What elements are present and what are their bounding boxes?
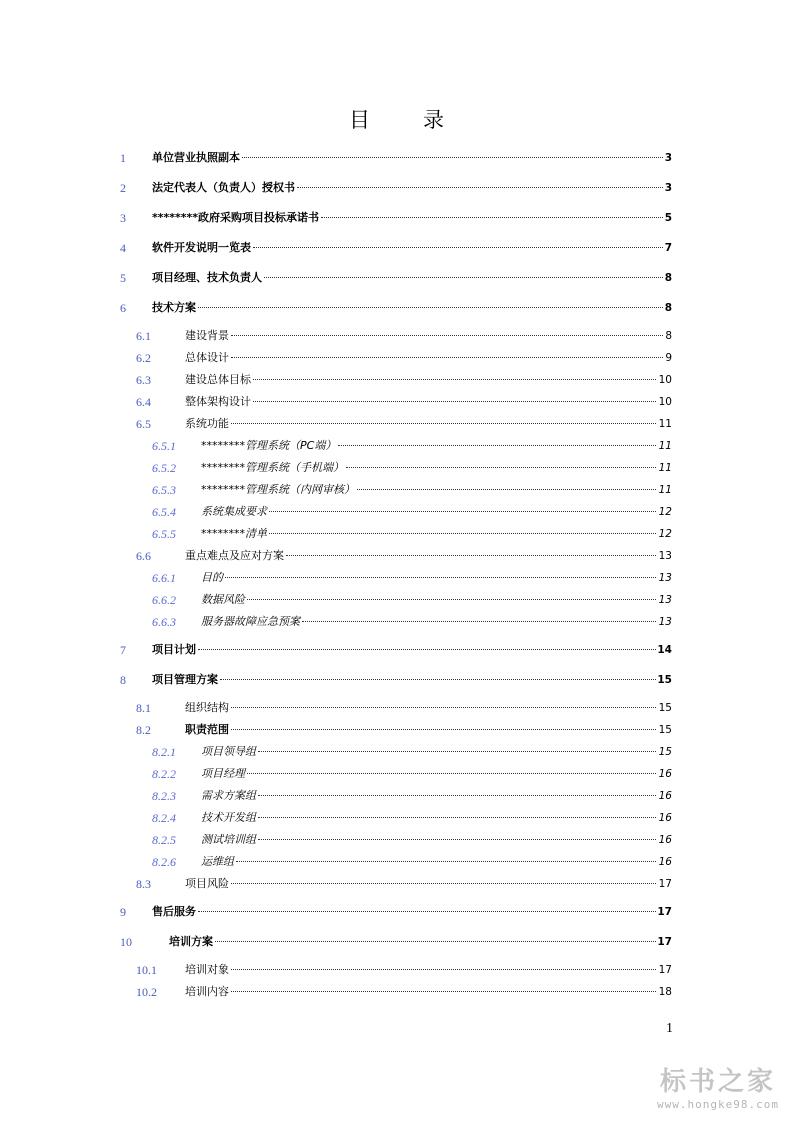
toc-entry-page: 11: [658, 484, 672, 496]
toc-entry-title: 重点难点及应对方案: [185, 549, 284, 562]
toc-entry-title: 建设总体目标: [185, 373, 251, 386]
toc-entry-title: ********清单: [201, 527, 267, 540]
toc-entry-page: 15: [658, 702, 672, 714]
toc-leader-dots: [258, 751, 656, 752]
toc-leader-dots: [231, 423, 656, 424]
toc-entry-title: 项目经理、技术负责人: [152, 271, 262, 284]
toc-entry-page: 13: [658, 616, 672, 628]
toc-entry-number: 6.5.3: [152, 483, 176, 497]
toc-entry-page: 13: [658, 550, 672, 562]
toc-entry-line: [185, 876, 658, 892]
toc-leader-dots: [225, 577, 656, 578]
toc-entry-number: 4: [120, 241, 126, 255]
toc-entry[interactable]: [0, 810, 793, 826]
toc-entry-line: [185, 328, 665, 344]
toc-leader-dots: [247, 599, 656, 600]
toc-entry-number: 6.3: [136, 373, 151, 387]
toc-leader-dots: [231, 991, 656, 992]
toc-entry-page: 8: [665, 330, 672, 342]
toc-entry-page: 17: [658, 878, 672, 890]
toc-leader-dots: [231, 357, 663, 358]
toc-entry-page: 17: [657, 906, 672, 918]
toc-entry-number: 8.3: [136, 877, 151, 891]
toc-entry-number: 7: [120, 643, 126, 657]
toc-entry-line: [185, 700, 658, 716]
watermark-brand: 标书之家: [660, 1067, 777, 1097]
toc-entry-line: [152, 904, 658, 920]
page-number: 1: [666, 1021, 673, 1036]
toc-entry[interactable]: [0, 548, 793, 564]
toc-entry[interactable]: [0, 150, 793, 166]
toc-entry-title: 培训方案: [169, 935, 213, 948]
toc-entry[interactable]: [0, 504, 793, 520]
toc-leader-dots: [242, 157, 663, 158]
toc-leader-dots: [258, 795, 656, 796]
toc-leader-dots: [321, 217, 663, 218]
toc-entry[interactable]: [0, 722, 793, 738]
toc-entry-page: 17: [657, 936, 672, 948]
toc-entry[interactable]: [0, 876, 793, 892]
toc-entry-line: [201, 810, 658, 826]
toc-entry-title: 目的: [201, 571, 223, 584]
toc-entry-title: 数据风险: [201, 593, 245, 606]
toc-entry[interactable]: [0, 614, 793, 630]
toc-entry-number: 8.2: [136, 723, 151, 737]
toc-entry-page: 5: [664, 212, 672, 224]
toc-entry-page: 8: [664, 272, 672, 284]
toc-entry-title: 系统集成要求: [201, 505, 267, 518]
toc-leader-dots: [231, 883, 656, 884]
toc-entry-page: 15: [658, 724, 672, 736]
toc-entry[interactable]: [0, 394, 793, 410]
toc-entry-number: 10.1: [136, 963, 157, 977]
toc-entry-title: 运维组: [201, 855, 234, 868]
toc-entry-line: [201, 744, 658, 760]
toc-entry-number: 8.2.1: [152, 745, 176, 759]
toc-entry-page: 10: [658, 374, 672, 386]
toc-entry-number: 6.5: [136, 417, 151, 431]
toc-entry-page: 15: [657, 674, 672, 686]
toc-entry-page: 18: [658, 986, 672, 998]
toc-entry-page: 16: [658, 790, 672, 802]
toc-leader-dots: [346, 467, 656, 468]
toc-entry-page: 13: [658, 594, 672, 606]
toc-leader-dots: [198, 649, 656, 650]
toc-entry-number: 2: [120, 181, 126, 195]
toc-entry-line: [152, 642, 658, 658]
toc-leader-dots: [247, 773, 656, 774]
toc-entry-line: [201, 854, 658, 870]
toc-entry-page: 3: [664, 152, 672, 164]
toc-entry-line: [201, 788, 658, 804]
toc-entry-title: 需求方案组: [201, 789, 256, 802]
toc-entry[interactable]: [0, 592, 793, 608]
toc-entry-number: 6.5.2: [152, 461, 176, 475]
toc-entry-title: 项目领导组: [201, 745, 256, 758]
toc-entry[interactable]: [0, 240, 793, 256]
toc-entry-title: 项目经理: [201, 767, 245, 780]
toc-entry-line: [152, 270, 665, 286]
toc-entry-line: [201, 766, 658, 782]
toc-entry[interactable]: [0, 270, 793, 286]
toc-leader-dots: [198, 307, 663, 308]
toc-entry-line: [185, 394, 658, 410]
toc-entry-title: 项目管理方案: [152, 673, 218, 686]
toc-entry-page: 11: [658, 462, 672, 474]
toc-entry[interactable]: [0, 744, 793, 760]
toc-entry-line: [152, 180, 665, 196]
toc-entry-title: 软件开发说明一览表: [152, 241, 251, 254]
toc-entry-page: 8: [664, 302, 672, 314]
toc-entry-title: ********管理系统（手机端）: [201, 461, 344, 474]
toc-entry-line: [201, 570, 658, 586]
toc-entry-line: [185, 984, 658, 1000]
toc-entry-line: [185, 962, 658, 978]
toc-entry-line: [152, 210, 665, 226]
toc-entry-line: [185, 548, 658, 564]
toc-entry-number: 6.5.1: [152, 439, 176, 453]
toc-entry-line: [152, 150, 665, 166]
toc-entry[interactable]: [0, 788, 793, 804]
toc-entry-page: 12: [658, 506, 672, 518]
toc-leader-dots: [258, 817, 656, 818]
toc-entry-number: 8.2.6: [152, 855, 176, 869]
toc-leader-dots: [258, 839, 656, 840]
toc-leader-dots: [253, 401, 656, 402]
toc-entry-number: 6.6.1: [152, 571, 176, 585]
toc-entry-title: 培训内容: [185, 985, 229, 998]
toc-entry-number: 8.2.2: [152, 767, 176, 781]
toc-entry-page: 7: [664, 242, 672, 254]
toc-entry-page: 10: [658, 396, 672, 408]
toc-entry-page: 17: [658, 964, 672, 976]
toc-entry-line: [201, 482, 658, 498]
toc-leader-dots: [302, 621, 656, 622]
toc-entry-line: [152, 672, 658, 688]
toc-entry-line: [201, 592, 658, 608]
toc-entry-title: 整体架构设计: [185, 395, 251, 408]
toc-entry-page: 13: [658, 572, 672, 584]
toc-leader-dots: [231, 335, 663, 336]
toc-entry[interactable]: [0, 482, 793, 498]
toc-entry-number: 6.2: [136, 351, 151, 365]
toc-entry-title: 测试培训组: [201, 833, 256, 846]
page-title: 目 录: [349, 108, 460, 132]
toc-entry-page: 16: [658, 834, 672, 846]
toc-entry-title: 单位营业执照副本: [152, 151, 240, 164]
toc-entry-number: 8: [120, 673, 126, 687]
toc-leader-dots: [220, 679, 656, 680]
toc-entry-number: 6.5.4: [152, 505, 176, 519]
toc-entry-page: 15: [658, 746, 672, 758]
toc-entry[interactable]: [0, 984, 793, 1000]
toc-entry-line: [152, 300, 665, 316]
watermark-url: www.hongke98.com: [657, 1098, 779, 1111]
toc-entry-line: [201, 526, 658, 542]
toc-entry[interactable]: [0, 180, 793, 196]
toc-leader-dots: [231, 729, 656, 730]
toc-entry[interactable]: [0, 672, 793, 688]
toc-entry[interactable]: [0, 854, 793, 870]
toc-entry-number: 3: [120, 211, 126, 225]
toc-entry-title: 总体设计: [185, 351, 229, 364]
toc-entry-page: 11: [658, 418, 672, 430]
toc-entry[interactable]: [0, 416, 793, 432]
toc-entry-title: 技术开发组: [201, 811, 256, 824]
toc-leader-dots: [297, 187, 663, 188]
toc-leader-dots: [357, 489, 656, 490]
toc-entry-number: 8.2.3: [152, 789, 176, 803]
toc-leader-dots: [269, 511, 656, 512]
toc-entry-title: 项目计划: [152, 643, 196, 656]
toc-entry[interactable]: [0, 700, 793, 716]
toc-leader-dots: [215, 941, 656, 942]
toc-entry-page: 12: [658, 528, 672, 540]
toc-entry[interactable]: [0, 526, 793, 542]
toc-entry-title: 项目风险: [185, 877, 229, 890]
toc-entry[interactable]: [0, 300, 793, 316]
toc-entry-number: 9: [120, 905, 126, 919]
toc-entry-number: 6.4: [136, 395, 151, 409]
toc-entry-line: [185, 722, 658, 738]
toc-entry-title: 技术方案: [152, 301, 196, 314]
toc-entry-line: [201, 460, 658, 476]
toc-leader-dots: [338, 445, 656, 446]
toc-entry-line: [201, 832, 658, 848]
toc-entry[interactable]: [0, 328, 793, 344]
toc-entry-title: 建设背景: [185, 329, 229, 342]
toc-entry[interactable]: [0, 766, 793, 782]
toc-entry-page: 3: [664, 182, 672, 194]
toc-entry-number: 8.1: [136, 701, 151, 715]
toc-entry-number: 6.6.3: [152, 615, 176, 629]
toc-leader-dots: [231, 707, 656, 708]
toc-entry-page: 14: [657, 644, 672, 656]
toc-entry-line: [185, 350, 665, 366]
toc-leader-dots: [253, 379, 656, 380]
toc-entry-title: ********管理系统（PC端）: [201, 439, 337, 452]
toc-entry-title: 培训对象: [185, 963, 229, 976]
toc-entry[interactable]: [0, 372, 793, 388]
toc-entry-page: 16: [658, 856, 672, 868]
toc-entry-line: [169, 934, 658, 950]
toc-entry[interactable]: [0, 934, 793, 950]
toc-entry-line: [152, 240, 665, 256]
toc-entry-title: ********管理系统（内网审核）: [201, 483, 355, 496]
toc-entry-number: 6.5.5: [152, 527, 176, 541]
toc-entry-title: 职责范围: [185, 723, 229, 736]
toc-entry-number: 10.2: [136, 985, 157, 999]
toc-leader-dots: [253, 247, 663, 248]
toc-entry[interactable]: [0, 642, 793, 658]
toc-leader-dots: [198, 911, 656, 912]
toc-entry-number: 5: [120, 271, 126, 285]
toc-leader-dots: [231, 969, 656, 970]
toc-leader-dots: [264, 277, 663, 278]
toc-entry[interactable]: [0, 350, 793, 366]
toc-entry-number: 6.1: [136, 329, 151, 343]
toc-entry-title: 组织结构: [185, 701, 229, 714]
toc-entry[interactable]: [0, 962, 793, 978]
toc-entry-number: 6.6.2: [152, 593, 176, 607]
toc-leader-dots: [286, 555, 656, 556]
toc-entry-page: 16: [658, 812, 672, 824]
toc-leader-dots: [269, 533, 656, 534]
toc-leader-dots: [236, 861, 656, 862]
toc-entry-line: [201, 438, 658, 454]
toc-entry-line: [201, 504, 658, 520]
toc-entry-page: 16: [658, 768, 672, 780]
toc-entry-number: 8.2.4: [152, 811, 176, 825]
toc-entry[interactable]: [0, 438, 793, 454]
toc-entry[interactable]: [0, 904, 793, 920]
toc-entry-title: 服务器故障应急预案: [201, 615, 300, 628]
toc-entry-page: 9: [665, 352, 672, 364]
toc-entry-number: 6.6: [136, 549, 151, 563]
watermark-logo: [657, 1066, 779, 1112]
toc-entry[interactable]: [0, 832, 793, 848]
toc-entry[interactable]: [0, 570, 793, 586]
toc-entry-line: [185, 372, 658, 388]
toc-entry-number: 6: [120, 301, 126, 315]
toc-entry-number: 8.2.5: [152, 833, 176, 847]
toc-entry-title: ********政府采购项目投标承诺书: [152, 211, 320, 224]
toc-entry[interactable]: [0, 210, 793, 226]
toc-entry-line: [185, 416, 658, 432]
toc-entry-number: 10: [120, 935, 132, 949]
toc-entry[interactable]: [0, 460, 793, 476]
toc-entry-title: 法定代表人（负责人）授权书: [152, 181, 295, 194]
toc-entry-title: 售后服务: [152, 905, 196, 918]
toc-entry-title: 系统功能: [185, 417, 229, 430]
toc-entry-page: 11: [658, 440, 672, 452]
toc-entry-line: [201, 614, 658, 630]
toc-entry-number: 1: [120, 151, 126, 165]
